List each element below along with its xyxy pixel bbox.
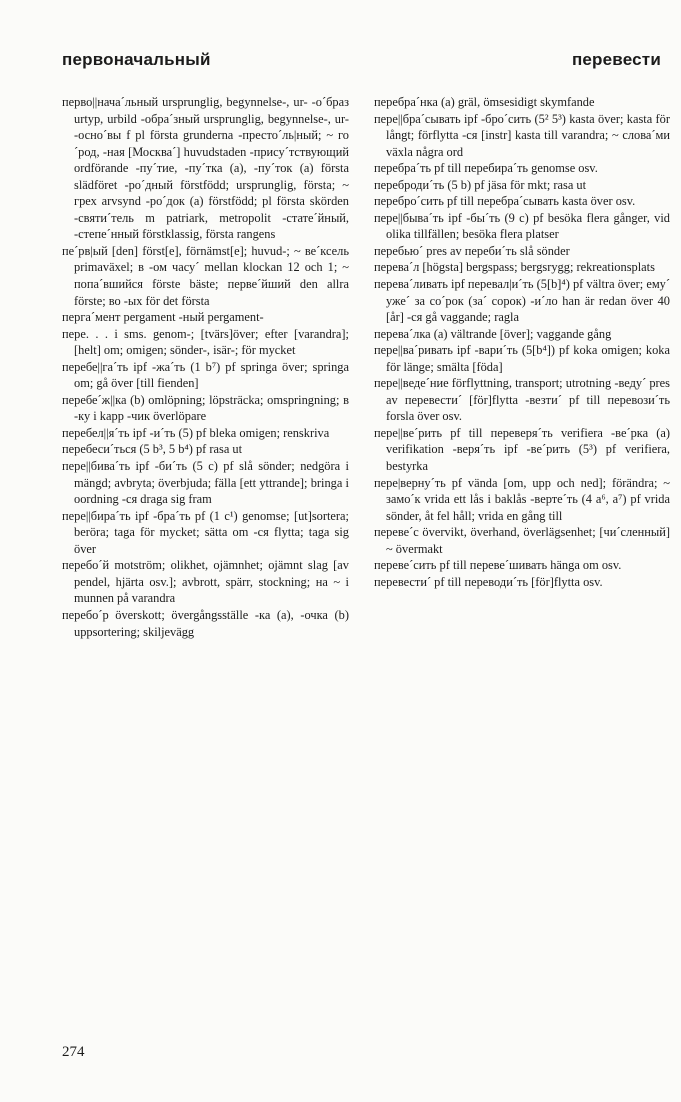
dictionary-entry: перебе´ж||ка (b) omlöpning; löpsträcka; omspringning; в -ку i kapp -чик överlöpare [62, 392, 349, 424]
left-column [62, 94, 349, 640]
dictionary-entry: перебра´ть pf till перебира´ть genomse osv. [374, 161, 598, 176]
dictionary-entry: перебра´нка (a) gräl, ömsesidigt skymfande [374, 95, 595, 109]
dictionary-entry: перебеси´ться (5 b³, 5 b⁴) pf rasa ut [62, 442, 243, 457]
running-head-right: перевести [571, 50, 661, 69]
dictionary-entry: пе´рв|ый [den] först[e], förnämst[e]; huvud-; ~ ве´ксель primaväxel; в -ом часу´ mellan klockan 12 och 1; ~ попа´вшийся förste bäste; перве´йший den allra förste; во -ых för det första [62, 243, 349, 308]
dictionary-entry: перебро´сить pf till перебра´сывать kasta över osv. [374, 194, 636, 209]
dictionary-entry: пере|верну´ть pf vända [om, upp och ned]; förändra; ~ замо´к vrida ett lås i baklås -верте´ть (4 a⁶, a⁷) pf vrida sönder, åt fel håll; vrida en gång till [374, 475, 670, 523]
dictionary-entry: перебо´р överskott; övergångsställe -ка (a), -очка (b) uppsortering; skiljevägg [62, 607, 349, 639]
dictionary-entry: перебе||га´ть ipf -жа´ть (1 b⁷) pf springa över; springa om; gå över [till fienden] [62, 359, 349, 391]
dictionary-entry: переве´сить pf till переве´шивать hänga om osv. [374, 558, 622, 573]
dictionary-entry: пере||ве´рить pf till переверя´ть verifiera -ве´рка (a) verifikation -веря´ть ipf -ве´рить (5³) pf verifiera, bestyrka [374, 425, 670, 474]
dictionary-entry: перво||нача´льный ursprunglig, begynnelse-, ur- -о´браз urtyp, urbild -обра´зный ursprunglig, begynnelse-, ur- -осно´вы f pl första grunderna -престо´ль|ный; ~ го´род, -ная [Москва´] huvudstaden -прису´тствующий ordförande -пу´тие, -пу´тка (a), -пу´ток (a) första slädföret -ро´дный förstfödd; ursprunglig, första; ~ грех arvsynd -ро´док (a) förstfödd; pl första skörden -святи´тель m patriark, metropolit -стате´йный, -степе´нный förstklassig, första rangens [62, 95, 349, 242]
page-header [62, 50, 661, 80]
dictionary-entry: перебо´й motström; olikhet, ojämnhet; ojämnt slag [av pendel, hjärta osv.]; avbrott, spärr, stockning; на ~ i munnen på varandra [62, 558, 349, 606]
dictionary-entry: пере||быва´ть ipf -бы´ть (9 c) pf besöka flera gånger, vid olika tillfällen; besöka flera platser [374, 210, 670, 242]
dictionary-entry: перебью´ pres av переби´ть slå sönder [374, 243, 570, 258]
dictionary-entry: пере||ва´ривать ipf -вари´ть (5[b⁴]) pf koka omigen; koka för länge; smälta [föda] [374, 343, 670, 374]
dictionary-entry: переве´с övervikt, överhand, överlägsenhet; [чи´сленный] ~ övermakt [374, 525, 670, 556]
dictionary-entry: пере||бива´ть ipf -би´ть (5 c) pf slå sönder; nedgöra i mängd; avbryta; överbjuda; fälla [ett yttrande]; bringa i oordning -ся draga sig fram [62, 459, 349, 507]
dictionary-entry: пере||бира´ть ipf -бра´ть pf (1 c¹) genomse; [ut]sortera; beröra; taga för mycket; sätta om -ся flytta; taga sig över [62, 508, 349, 556]
dictionary-entry: переброди´ть (5 b) pf jäsa för mkt; rasa ut [374, 177, 587, 192]
dictionary-entry: перева´л [högsta] bergspass; bergsrygg; rekreationsplats [374, 260, 655, 275]
dictionary-entry: перга´мент pergament -ный pergament- [62, 310, 264, 325]
dictionary-entry: пере||бра´сывать ipf -бро´сить (5² 5³) kasta över; kasta för långt; förflytta -ся [instr] kasta till varandra; ~ слова´ми växla några ord [374, 111, 670, 159]
dictionary-entry: перева´ливать ipf перевал|и´ть (5[b]⁴) pf vältra över; ему´ уже´ за со´рок (за´ сорок) -и´ло han är redan över 40 [år] -ся gå vaggande; ragla [374, 277, 670, 325]
right-column [374, 94, 670, 590]
running-head-left: первоначальный [62, 50, 211, 69]
dictionary-entry: перебел||я´ть ipf -и´ть (5) pf bleka omigen; renskriva [62, 425, 330, 440]
dictionary-entry: пере. . . i sms. genom-; [tvärs]över; efter [varandra]; [helt] om; omigen; sönder-, isär-; för mycket [62, 326, 349, 358]
page-number: 274 [62, 1044, 85, 1060]
dictionary-entry: пере||веде´ние förflyttning, transport; utrotning -веду´ pres av перевести´ [för]flytta -везти´ pf till перевози´ть forsla över osv. [374, 376, 670, 424]
dictionary-entry: перева´лка (a) vältrande [över]; vaggande gång [374, 326, 612, 341]
dictionary-entry: перевести´ pf till переводи´ть [för]flytta osv. [374, 574, 603, 589]
